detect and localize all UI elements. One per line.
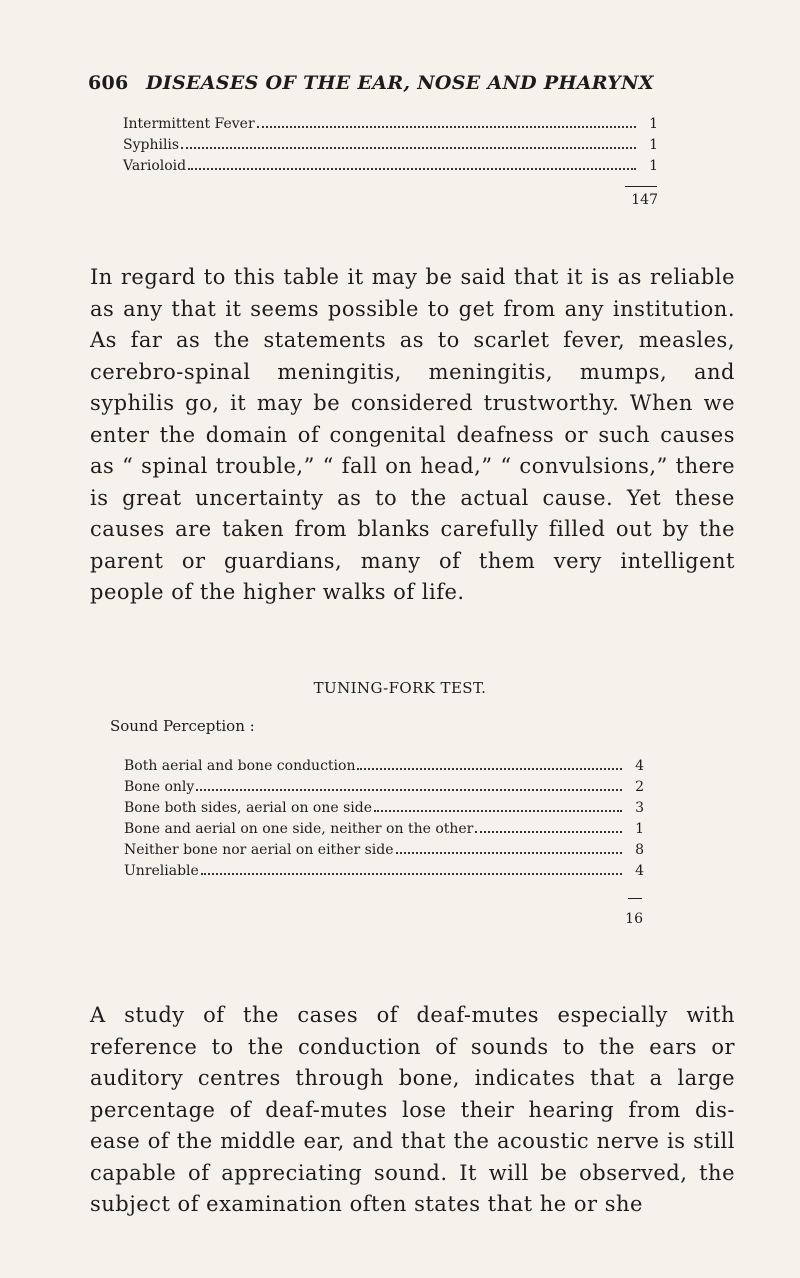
dot-leader [257,125,636,128]
dot-leader [396,851,622,854]
row-label: Intermittent Fever [123,116,255,132]
dot-leader [181,146,636,149]
row-value: 1 [649,158,658,174]
tuning-fork-table [124,758,644,884]
total-rule [625,186,657,187]
section-heading: TUNING-FORK TEST. [313,679,487,697]
paragraph-text: In regard to this table it may be said that it is as reliable as any that it seems possible to get from any institution. As far as the statements as to scarlet fever, measles, cerebro-spinal meningitis, meningitis, mumps, and syphilis go, it may be considered trustworthy. When we enter the domain of congenital deafness or such causes as “ spinal trouble,” “ fall on head,” “ convulsions,” there is great uncertainty as to the actual cause. Yet these causes are taken from blanks carefully filled out by the parent or guardians, many of them very intelligent people of the higher walks of life. [90,265,735,604]
dot-leader [374,809,622,812]
row-label: Syphilis [123,137,180,153]
dot-leader [201,872,622,875]
table-row [124,821,644,842]
row-label: Bone and aerial on one side, neither on the other [124,821,474,837]
row-value: 1 [635,821,644,837]
table-row [123,137,658,158]
running-head [88,72,728,94]
row-label: Varioloid [123,158,187,174]
row-label: Neither bone nor aerial on either side [124,842,394,858]
row-value: 3 [635,800,644,816]
table-row [124,863,644,884]
dot-leader [357,767,622,770]
dot-leader [188,167,636,170]
table-row [124,800,644,821]
row-label: Bone only [124,779,195,795]
row-label: Unreliable [124,863,199,879]
table-total: 16 [625,911,643,927]
row-value: 4 [635,758,644,774]
row-value: 1 [649,137,658,153]
dot-leader [475,830,622,833]
row-label: Both aerial and bone conduction [124,758,356,774]
table-row [124,779,644,800]
subheading: Sound Perception : [110,717,255,735]
table-row [124,758,644,779]
table-row [123,116,658,137]
table-row [124,842,644,863]
body-paragraph [90,1000,735,1221]
row-value: 2 [635,779,644,795]
row-value: 1 [649,116,658,132]
page-number: 606 [88,72,129,94]
body-paragraph [90,262,735,609]
row-value: 8 [635,842,644,858]
table-total: 147 [631,192,658,208]
dot-leader [196,788,622,791]
total-rule [628,898,642,899]
disease-table [123,116,658,179]
row-value: 4 [635,863,644,879]
paragraph-text: A study of the cases of deaf-mutes especially with reference to the conduction of sounds to the ears or auditory centres through bone, indicates that a large percentage of deaf-mutes lose their hearing from dis- ease of the middle ear, and that the acoustic nerve is still capable of appreciating sound. It will be observed, the subject of examination often states that he or she [90,1003,735,1216]
row-label: Bone both sides, aerial on one side [124,800,373,816]
table-row [123,158,658,179]
running-head-title: DISEASES OF THE EAR, NOSE AND PHARYNX [146,72,654,94]
